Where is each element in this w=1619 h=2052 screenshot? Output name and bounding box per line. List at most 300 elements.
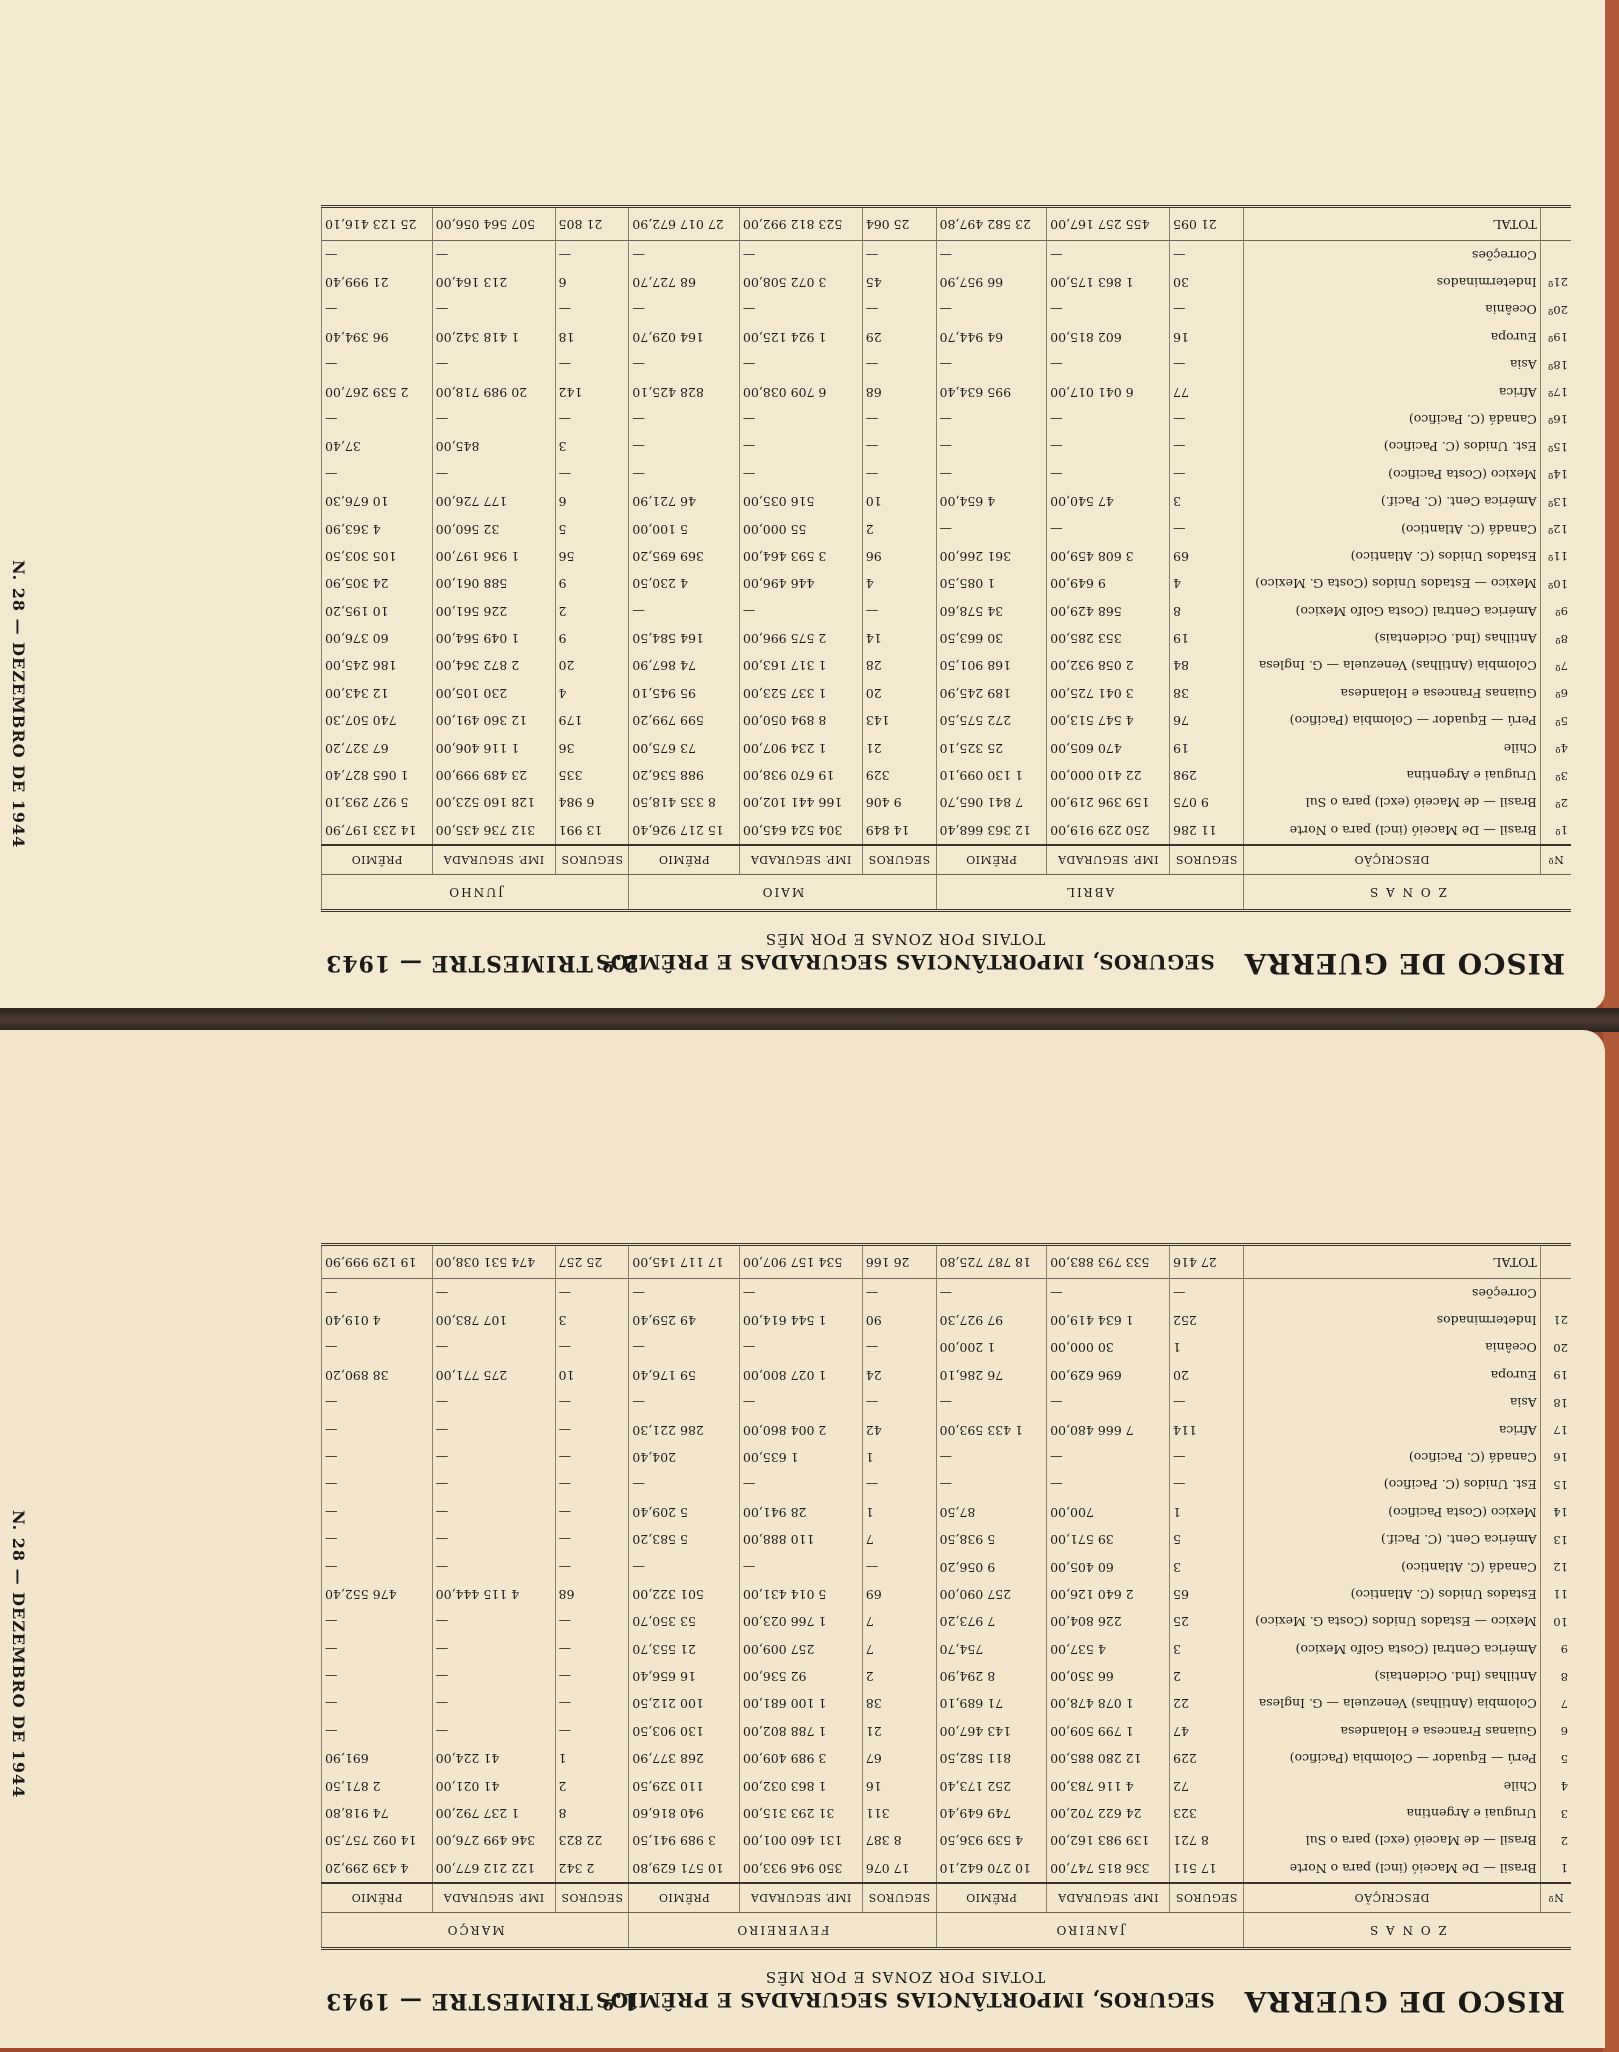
zone-number: 9 [1540,1635,1571,1662]
total-cell: 507 564 056,00 [432,207,555,241]
imp-segurada-cell: 1 049 564,00 [432,625,555,652]
seguros-cell: 3 [555,433,629,460]
imp-segurada-cell: — [432,406,555,433]
seguros-cell: — [555,1690,629,1717]
table-row [322,543,1572,570]
zone-number: 5º [1540,707,1571,734]
imp-segurada-cell: — [739,1334,862,1361]
imp-segurada-cell: 47 540,00 [1047,488,1170,515]
premio-cell: 60 376,00 [322,625,433,652]
premio-cell: 204,40 [629,1444,740,1471]
premio-cell: — [322,1471,433,1498]
premio-cell: — [322,461,433,488]
zone-number: 19 [1540,1362,1571,1389]
zone-description: Europa [1243,1362,1540,1389]
zone-description: Oceânia [1243,1334,1540,1361]
seguros-cell: 16 [1170,324,1244,351]
imp-segurada-cell: 602 815,00 [1047,324,1170,351]
premio-cell: 21 999,40 [322,269,433,296]
zone-description: Estados Unidos (C. Atlantico) [1243,543,1540,570]
imp-segurada-cell: 304 524 645,00 [739,817,862,845]
seguros-cell: 2 [555,597,629,624]
imp-segurada-cell: 845,00 [432,433,555,460]
imp-segurada-cell: — [432,1553,555,1580]
seguros-header: SEGUROS [555,1883,629,1913]
seguros-cell: 2 [555,1772,629,1799]
table-row [322,269,1572,296]
imp-segurada-cell: — [1047,1471,1170,1498]
table-row [322,1608,1572,1635]
imp-segurada-header: IMP. SEGURADA [1047,1883,1170,1913]
seguros-header: SEGUROS [555,845,629,875]
seguros-cell: 14 [862,625,936,652]
total-cell: 21 095 [1170,207,1244,241]
premio-cell: 740 507,30 [322,707,433,734]
table-row [322,652,1572,679]
zone-description: Mexico — Estados Unidos (Costa G. Mexico) [1243,1608,1540,1635]
imp-segurada-cell: 1 317 163,00 [739,652,862,679]
imp-segurada-cell: 3 593 464,00 [739,543,862,570]
imp-segurada-cell: — [1047,1279,1170,1307]
seguros-cell: 179 [555,707,629,734]
imp-segurada-cell: 226 804,00 [1047,1608,1170,1635]
description-header: DESCRIÇÃO [1243,1883,1540,1913]
imp-segurada-cell: 5 014 431,00 [739,1581,862,1608]
seguros-cell: 229 [1170,1745,1244,1772]
seguros-cell: 298 [1170,762,1244,789]
seguros-cell: — [555,1499,629,1526]
premio-cell: — [322,296,433,323]
premio-cell: 3 989 941,50 [629,1827,740,1854]
table-title: SEGUROS, IMPORTÂNCIAS SEGURADAS E PRÊMIOS [595,950,1215,974]
seguros-cell: — [1170,461,1244,488]
zone-number: 11º [1540,543,1571,570]
total-cell: 18 787 725,80 [936,1245,1047,1279]
premio-cell: 66 957,90 [936,269,1047,296]
premio-cell: — [629,296,740,323]
zone-number: 8º [1540,625,1571,652]
imp-segurada-cell: — [739,461,862,488]
seguros-cell: — [862,461,936,488]
total-row [322,207,1572,241]
premio-cell: 30 663,50 [936,625,1047,652]
premio-cell: 1 200,00 [936,1334,1047,1361]
seguros-cell: 30 [1170,269,1244,296]
premio-cell: 5 100,00 [629,515,740,542]
imp-segurada-cell: 3 608 459,00 [1047,543,1170,570]
seguros-cell: 7 [862,1635,936,1662]
imp-segurada-cell: — [432,241,555,269]
seguros-cell: 25 [1170,1608,1244,1635]
seguros-cell: 329 [862,762,936,789]
seguros-cell: 3 [1170,488,1244,515]
quarter-label: 1.º TRIMESTRE — 1943 [325,1988,639,2014]
seguros-cell: 7 [862,1608,936,1635]
seguros-cell: 29 [862,324,936,351]
columns-header-row [322,1883,1572,1913]
zone-number: 12º [1540,515,1571,542]
imp-segurada-cell: 55 000,00 [739,515,862,542]
premio-cell: — [629,351,740,378]
premio-cell: — [322,1608,433,1635]
zone-description: América Central (Costa Golfo Mexico) [1243,1635,1540,1662]
description-header: DESCRIÇÃO [1243,845,1540,875]
table-row [322,1526,1572,1553]
premio-cell: 361 266,00 [936,543,1047,570]
seguros-cell: 2 [1170,1663,1244,1690]
seguros-cell: — [555,1526,629,1553]
zone-number: 20 [1540,1334,1571,1361]
premio-cell: — [936,1471,1047,1498]
total-cell: 533 793 883,00 [1047,1245,1170,1279]
imp-segurada-cell: 4 547 513,00 [1047,707,1170,734]
seguros-cell: 11 286 [1170,817,1244,845]
premio-cell: 130 903,50 [629,1718,740,1745]
seguros-cell: 69 [862,1581,936,1608]
seguros-cell: — [1170,433,1244,460]
table-row [322,1389,1572,1416]
imp-segurada-cell: — [432,1526,555,1553]
seguros-cell: 17 511 [1170,1855,1244,1883]
zone-description: Africa [1243,1416,1540,1443]
zone-number: 16º [1540,406,1571,433]
number-header: Nº [1540,845,1571,875]
seguros-cell: 65 [1170,1581,1244,1608]
imp-segurada-cell: 1 544 614,00 [739,1307,862,1334]
premio-cell: 988 536,20 [629,762,740,789]
total-label: TOTAL [1243,1245,1540,1279]
seguros-cell: 9 [555,570,629,597]
total-cell: 25 123 416,10 [322,207,433,241]
imp-segurada-cell: — [432,1416,555,1443]
imp-segurada-cell: — [432,1718,555,1745]
total-row [322,1245,1572,1279]
premio-cell: — [629,1471,740,1498]
zone-number: 7 [1540,1690,1571,1717]
premio-cell: — [936,296,1047,323]
premio-cell: — [322,1279,433,1307]
zone-description: Canadá (C. Atlantico) [1243,1553,1540,1580]
premio-cell: 53 350,70 [629,1608,740,1635]
section-title: RISCO DE GUERRA [1243,1985,1565,2018]
imp-segurada-cell: 12 360 491,00 [432,707,555,734]
table-header [322,1883,1572,1949]
table-header [322,845,1572,911]
page-2nd-quarter-content [0,0,1605,1010]
premio-cell: 14 233 197,90 [322,817,433,845]
zone-description: Perú — Equador — Colombia (Pacifico) [1243,1745,1540,1772]
imp-segurada-cell: 6 709 038,00 [739,378,862,405]
seguros-cell: 9 [555,625,629,652]
imp-segurada-cell: — [1047,433,1170,460]
premio-cell: — [629,241,740,269]
zone-number: 13º [1540,488,1571,515]
imp-segurada-cell: 60 405,00 [1047,1553,1170,1580]
imp-segurada-cell: 30 000,00 [1047,1334,1170,1361]
zones-header: Z O N A S [1243,1913,1571,1949]
zone-description: Chile [1243,734,1540,761]
imp-segurada-cell: 1 863 175,00 [1047,269,1170,296]
seguros-cell: 4 [862,570,936,597]
imp-segurada-cell: 1 237 792,00 [432,1800,555,1827]
seguros-cell: 311 [862,1800,936,1827]
premio-cell: 4 363,90 [322,515,433,542]
premio-cell: — [936,461,1047,488]
premio-cell: 940 816,60 [629,1800,740,1827]
seguros-cell: — [555,406,629,433]
premio-cell: 12 343,00 [322,680,433,707]
zone-description: Est. Unidos (C. Pacifico) [1243,433,1540,460]
imp-segurada-cell: — [432,1635,555,1662]
imp-segurada-cell: 312 736 435,00 [432,817,555,845]
running-header: N. 28 — DEZEMBRO DE 1944 [9,1510,28,1799]
seguros-cell: 45 [862,269,936,296]
seguros-cell: — [1170,1279,1244,1307]
zone-number: 3º [1540,762,1571,789]
seguros-cell: 8 721 [1170,1827,1244,1854]
zones-header: Z O N A S [1243,875,1571,911]
premio-cell: 38 890,20 [322,1362,433,1389]
zone-description: Uruguai e Argentina [1243,1800,1540,1827]
seguros-cell: — [555,1279,629,1307]
table-row [322,1471,1572,1498]
premio-cell: — [629,433,740,460]
imp-segurada-cell: 159 396 219,00 [1047,789,1170,816]
imp-segurada-cell: 122 212 677,00 [432,1855,555,1883]
imp-segurada-cell: 2 575 996,00 [739,625,862,652]
premio-cell: 1 085,50 [936,570,1047,597]
months-header-row [322,1913,1572,1949]
table-row [322,1581,1572,1608]
zone-number: 3 [1540,1800,1571,1827]
month-header: JUNHO [322,875,629,911]
table-row [322,1307,1572,1334]
premio-cell: 691,90 [322,1745,433,1772]
month-header: JANEIRO [936,1913,1243,1949]
zone-number [1540,1279,1571,1307]
seguros-cell: — [862,1471,936,1498]
month-header: FEVEREIRO [629,1913,936,1949]
seguros-cell: 5 [555,515,629,542]
seguros-cell: 9 075 [1170,789,1244,816]
table-row [322,378,1572,405]
table-row [322,1362,1572,1389]
section-title: RISCO DE GUERRA [1243,947,1565,980]
premio-cell: — [629,1553,740,1580]
seguros-cell: 20 [862,680,936,707]
seguros-cell: 13 991 [555,817,629,845]
imp-segurada-cell: 275 771,00 [432,1362,555,1389]
zone-description: Canadá (C. Atlantico) [1243,515,1540,542]
seguros-cell: — [555,1553,629,1580]
imp-segurada-cell: 1 924 125,00 [739,324,862,351]
premio-cell: 5 927 293,10 [322,789,433,816]
imp-segurada-cell: 3 989 409,00 [739,1745,862,1772]
table-row [322,817,1572,845]
imp-segurada-cell: — [739,241,862,269]
premio-header: PRÊMIO [936,1883,1047,1913]
zone-number: 12 [1540,1553,1571,1580]
imp-segurada-cell: 19 670 938,00 [739,762,862,789]
imp-segurada-cell: — [1047,296,1170,323]
table-title: SEGUROS, IMPORTÂNCIAS SEGURADAS E PRÊMIOS [595,1988,1215,2012]
premio-cell: — [322,1389,433,1416]
premio-cell: 74 867,90 [629,652,740,679]
premio-cell: — [629,406,740,433]
zone-description: Mexico (Costa Pacifico) [1243,1499,1540,1526]
premio-cell: 71 689,10 [936,1690,1047,1717]
premio-cell: 1 130 099,10 [936,762,1047,789]
imp-segurada-cell: — [739,1553,862,1580]
table-row [322,789,1572,816]
table-row [322,570,1572,597]
page-header [0,900,1605,1010]
imp-segurada-cell: — [432,1690,555,1717]
zone-number: 21º [1540,269,1571,296]
zone-number: 17º [1540,378,1571,405]
zone-description: Brasil — de Maceió (excl) para o Sul [1243,1827,1540,1854]
premio-cell: — [322,1416,433,1443]
table-row [322,762,1572,789]
table-row [322,734,1572,761]
premio-cell: 76 286,10 [936,1362,1047,1389]
zone-description: Canadá (C. Pacifico) [1243,406,1540,433]
table-row [322,1635,1572,1662]
seguros-cell: 1 [1170,1334,1244,1361]
zone-description: Brasil — de Maceió (excl) para o Sul [1243,789,1540,816]
zone-description: Brasil — De Maceió (incl) para o Norte [1243,817,1540,845]
imp-segurada-cell: 131 460 001,00 [739,1827,862,1854]
seguros-cell: — [862,597,936,624]
seguros-cell: 84 [1170,652,1244,679]
premio-cell: 501 322,00 [629,1581,740,1608]
imp-segurada-header: IMP. SEGURADA [432,1883,555,1913]
premio-cell: 12 363 668,40 [936,817,1047,845]
table-row [322,406,1572,433]
premio-cell: 186 245,00 [322,652,433,679]
table-row [322,1444,1572,1471]
premio-cell: — [322,1663,433,1690]
total-cell: 27 416 [1170,1245,1244,1279]
seguros-cell: — [1170,1444,1244,1471]
seguros-cell: 4 [1170,570,1244,597]
zone-number: 6º [1540,680,1571,707]
premio-cell: 5 938,50 [936,1526,1047,1553]
imp-segurada-cell: 3 041 725,00 [1047,680,1170,707]
zone-description: Guianas Francesa e Holandesa [1243,680,1540,707]
seguros-cell: — [862,296,936,323]
premio-cell: 1 065 827,40 [322,762,433,789]
imp-segurada-cell: 2 872 364,00 [432,652,555,679]
premio-cell: — [322,1718,433,1745]
seguros-cell: — [555,1663,629,1690]
zone-description: Guianas Francesa e Holandesa [1243,1718,1540,1745]
imp-segurada-cell: 353 285,00 [1047,625,1170,652]
imp-segurada-cell: 1 799 509,00 [1047,1718,1170,1745]
table-row [322,1718,1572,1745]
premio-cell: 15 217 926,40 [629,817,740,845]
zone-description: Antilhas (Ind. Ocidentais) [1243,625,1540,652]
total-cell: 455 257 167,00 [1047,207,1170,241]
zone-description: América Cent. (C. Pacif.) [1243,1526,1540,1553]
seguros-cell: 5 [1170,1526,1244,1553]
seguros-cell: — [555,1471,629,1498]
page-1st-quarter [0,1030,1605,2048]
seguros-cell: 323 [1170,1800,1244,1827]
table-row [322,680,1572,707]
zone-number: 6 [1540,1718,1571,1745]
seguros-cell: 6 [555,269,629,296]
seguros-cell: 142 [555,378,629,405]
table-row [322,1553,1572,1580]
zone-number: 1 [1540,1855,1571,1883]
premio-cell: 268 377,90 [629,1745,740,1772]
table-row [322,241,1572,269]
imp-segurada-cell: 41 021,00 [432,1772,555,1799]
imp-segurada-cell: 177 726,00 [432,488,555,515]
page-2nd-quarter [0,0,1605,1010]
premio-header: PRÊMIO [936,845,1047,875]
imp-segurada-cell: 696 629,00 [1047,1362,1170,1389]
zone-number: 11 [1540,1581,1571,1608]
premio-header: PRÊMIO [322,1883,433,1913]
premio-cell: 96 394,40 [322,324,433,351]
seguros-cell: 3 [1170,1635,1244,1662]
month-header: ABRIL [936,875,1243,911]
seguros-cell: 252 [1170,1307,1244,1334]
zone-number: 4º [1540,734,1571,761]
imp-segurada-cell: 213 164,00 [432,269,555,296]
table-body [322,1245,1572,1883]
seguros-cell: 77 [1170,378,1244,405]
zone-description: Est. Unidos (C. Pacifico) [1243,1471,1540,1498]
imp-segurada-cell: 568 429,00 [1047,597,1170,624]
premio-cell: — [936,1389,1047,1416]
seguros-cell: 96 [862,543,936,570]
seguros-cell: 19 [1170,734,1244,761]
table-row [322,1745,1572,1772]
seguros-cell: 42 [862,1416,936,1443]
imp-segurada-cell: — [739,1389,862,1416]
table-row [322,625,1572,652]
seguros-cell: 22 [1170,1690,1244,1717]
zone-number: 16 [1540,1444,1571,1471]
table-row [322,1827,1572,1854]
premio-cell: — [322,1690,433,1717]
seguros-cell: 17 076 [862,1855,936,1883]
table-row [322,1279,1572,1307]
premio-cell: — [629,461,740,488]
imp-segurada-cell: 1 863 032,00 [739,1772,862,1799]
zone-number: 8 [1540,1663,1571,1690]
table-row [322,488,1572,515]
premio-cell: 369 695,20 [629,543,740,570]
premio-header: PRÊMIO [629,845,740,875]
seguros-cell: 21 [862,1718,936,1745]
seguros-cell: 8 [1170,597,1244,624]
seguros-cell: 2 342 [555,1855,629,1883]
premio-cell: 257 090,00 [936,1581,1047,1608]
imp-segurada-cell: — [432,1279,555,1307]
premio-cell: — [322,1444,433,1471]
zone-number: 7º [1540,652,1571,679]
premio-cell: — [936,241,1047,269]
imp-segurada-cell: 346 499 276,00 [432,1827,555,1854]
premio-cell: 10 676,30 [322,488,433,515]
total-spacer [1540,1245,1571,1279]
zone-description: América Central (Costa Golfo Mexico) [1243,597,1540,624]
premio-cell: 811 582,50 [936,1745,1047,1772]
